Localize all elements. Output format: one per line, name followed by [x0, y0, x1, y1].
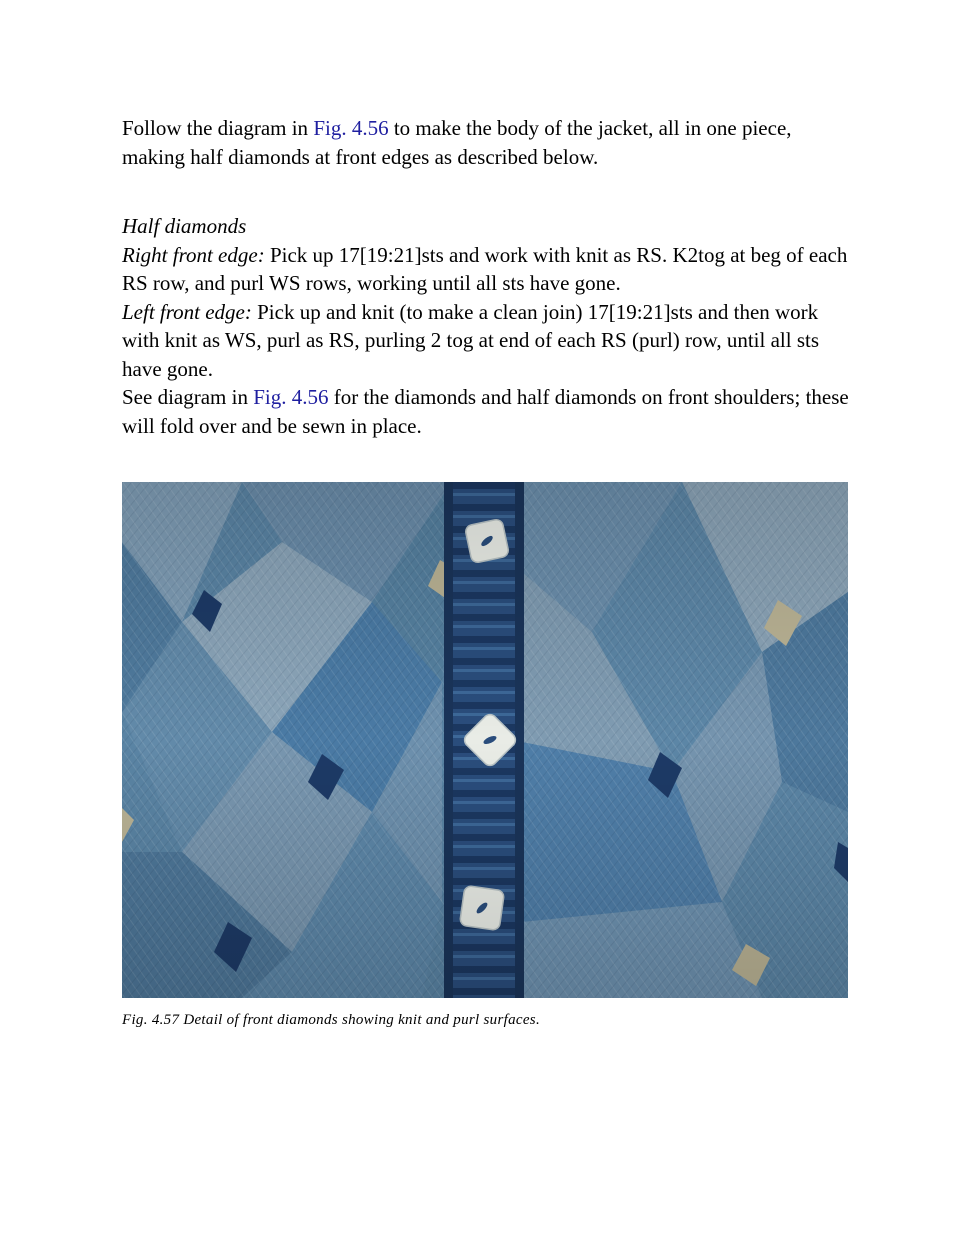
intro-text-start: Follow the diagram in: [122, 116, 314, 140]
left-front-edge-text: Pick up and knit (to make a clean join) 17[19:21]sts and then work with knit as WS, purl as RS, purling 2 tog at end of each RS (purl) row, until all sts have gone.: [122, 299, 820, 381]
right-front-edge-instruction: [122, 241, 857, 298]
intro-paragraph: [122, 114, 857, 171]
intro-text-end: to make the body of the jacket, all in one piece, making half diamonds at front edges as described below.: [122, 116, 792, 169]
half-diamonds-heading: Half diamonds: [122, 214, 247, 238]
fig-4-56-link-2[interactable]: Fig. 4.56: [253, 385, 329, 409]
fig-4-56-link[interactable]: Fig. 4.56: [313, 116, 389, 140]
front-diamonds-photo: [122, 482, 848, 998]
left-front-edge-label: Left front edge:: [122, 299, 252, 324]
right-front-edge-text: Pick up 17[19:21]sts and work with knit as RS. K2tog at beg of each RS row, and purl WS rows, working until all sts have gone.: [122, 242, 848, 295]
right-front-edge-label: Right front edge:: [122, 242, 265, 267]
half-diamonds-section: [122, 212, 857, 440]
figure-caption: Fig. 4.57 Detail of front diamonds showing knit and purl surfaces.: [122, 1012, 540, 1028]
see-diagram-text-start: See diagram in: [122, 385, 254, 409]
see-diagram-text-end: for the diamonds and half diamonds on front shoulders; these will fold over and be sewn in place.: [122, 385, 849, 438]
left-front-edge-instruction: [122, 298, 857, 384]
see-diagram-instruction: [122, 383, 857, 440]
